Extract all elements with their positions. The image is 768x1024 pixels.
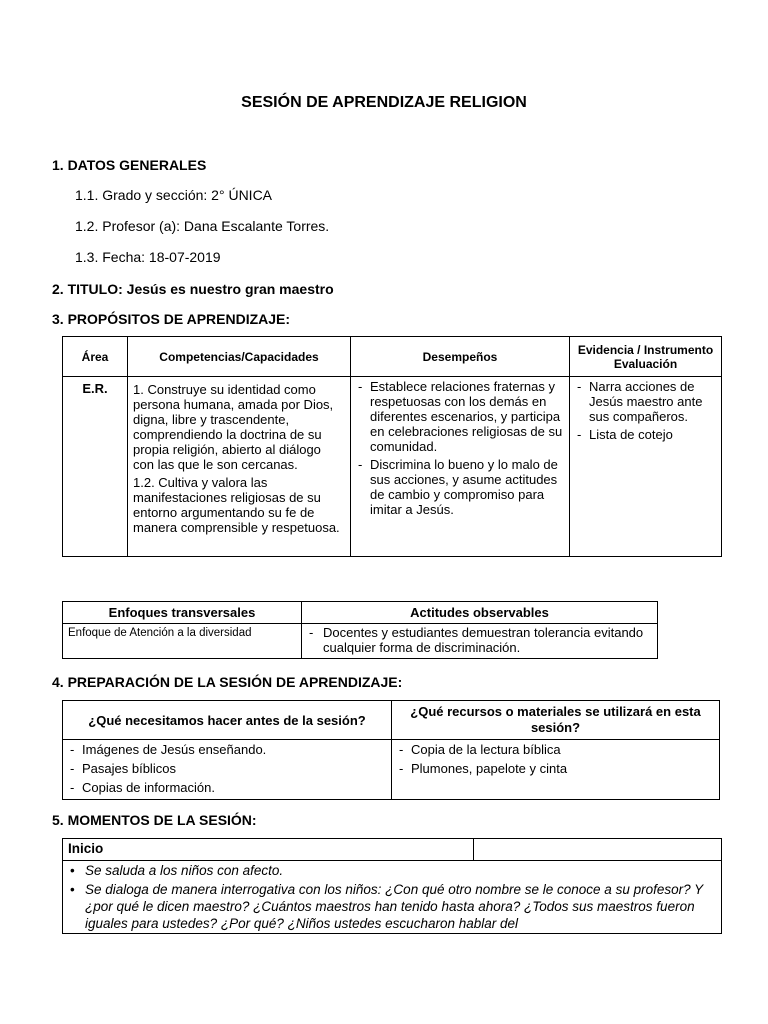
section-5-heading: 5. MOMENTOS DE LA SESIÓN: [52,812,257,828]
grado-seccion: 1.1. Grado y sección: 2° ÚNICA [75,187,273,203]
desempeno-2: - Discrimina lo bueno y lo malo de sus acciones, y asume actitudes de cambio y compromiso para imitar a Jesús. [356,457,564,517]
actitud-1: - Docentes y estudiantes demuestran tolerancia evitando cualquier forma de discriminación. [307,625,652,655]
section-3-heading: 3. PROPÓSITOS DE APRENDIZAJE: [52,311,291,327]
preparacion-table [62,700,720,800]
page-title: SESIÓN DE APRENDIZAJE RELIGION [241,94,527,111]
inicio-item-1: • Se saluda a los niños con afecto. [67,862,717,879]
recursos-cell [392,740,720,800]
evidencia-2: - Lista de cotejo [575,427,716,442]
inicio-header: Inicio [63,839,474,861]
area-cell: E.R. [63,377,128,557]
fecha: 1.3. Fecha: 18-07-2019 [75,249,221,265]
recurso-1: - Copia de la lectura bíblica [397,740,714,759]
recurso-2: - Plumones, papelote y cinta [397,759,714,778]
col-competencias: Competencias/Capacidades [128,337,351,377]
antes-cell [63,740,392,800]
section-1-heading: 1. DATOS GENERALES [52,157,207,173]
desempenos-cell [351,377,570,557]
actitud-cell [302,624,658,659]
desempeno-1: - Establece relaciones fraternas y respetuosas con los demás en diferentes escenarios, y participa en celebraciones religiosas de su comunidad. [356,379,564,454]
competencias-cell [128,377,351,557]
col-desempenos: Desempeños [351,337,570,377]
col-area: Área [63,337,128,377]
antes-2: - Pasajes bíblicos [68,759,386,778]
profesor: 1.2. Profesor (a): Dana Escalante Torres. [75,218,330,234]
titulo-value: Jesús es nuestro gran maestro [126,281,334,297]
section-2-heading [52,281,334,297]
inicio-header-empty [474,839,722,861]
propositos-table [62,336,722,557]
col-actitudes: Actitudes observables [302,602,658,624]
col-enfoques: Enfoques transversales [63,602,302,624]
col-evidencia: Evidencia / Instrumento Evaluación [570,337,722,377]
col-recursos: ¿Qué recursos o materiales se utilizará en esta sesión? [392,701,720,740]
inicio-content [63,861,722,934]
antes-3: - Copias de información. [68,778,386,797]
evidencia-1: - Narra acciones de Jesús maestro ante sus compañeros. [575,379,716,424]
titulo-label: 2. TITULO: [52,281,123,297]
col-antes: ¿Qué necesitamos hacer antes de la sesión? [63,701,392,740]
enfoques-table [62,601,658,659]
competencia-2: 1.2. Cultiva y valora las manifestaciones religiosas de su entorno argumentando su fe de manera comprensible y respetuosa. [133,475,340,535]
section-4-heading: 4. PREPARACIÓN DE LA SESIÓN DE APRENDIZAJE: [52,674,403,690]
enfoque-cell: Enfoque de Atención a la diversidad [63,624,302,659]
competencia-1: 1. Construye su identidad como persona humana, amada por Dios, digna, libre y trascendente, comprendiendo la doctrina de su propia religión, abierto al diálogo con las que le son cercanas. [133,382,334,472]
antes-1: - Imágenes de Jesús enseñando. [68,740,386,759]
inicio-item-2: • Se dialoga de manera interrogativa con los niños: ¿Con qué otro nombre se le conoce a su profesor? Y ¿por qué le dicen maestro? ¿Cuántos maestros han tenido hasta ahora? ¿Todos sus maestros fueron iguales para ustedes? ¿Por qué? ¿Niños ustedes escucharon hablar del [67,881,717,932]
evidencia-cell [570,377,722,557]
momentos-table [62,838,722,934]
